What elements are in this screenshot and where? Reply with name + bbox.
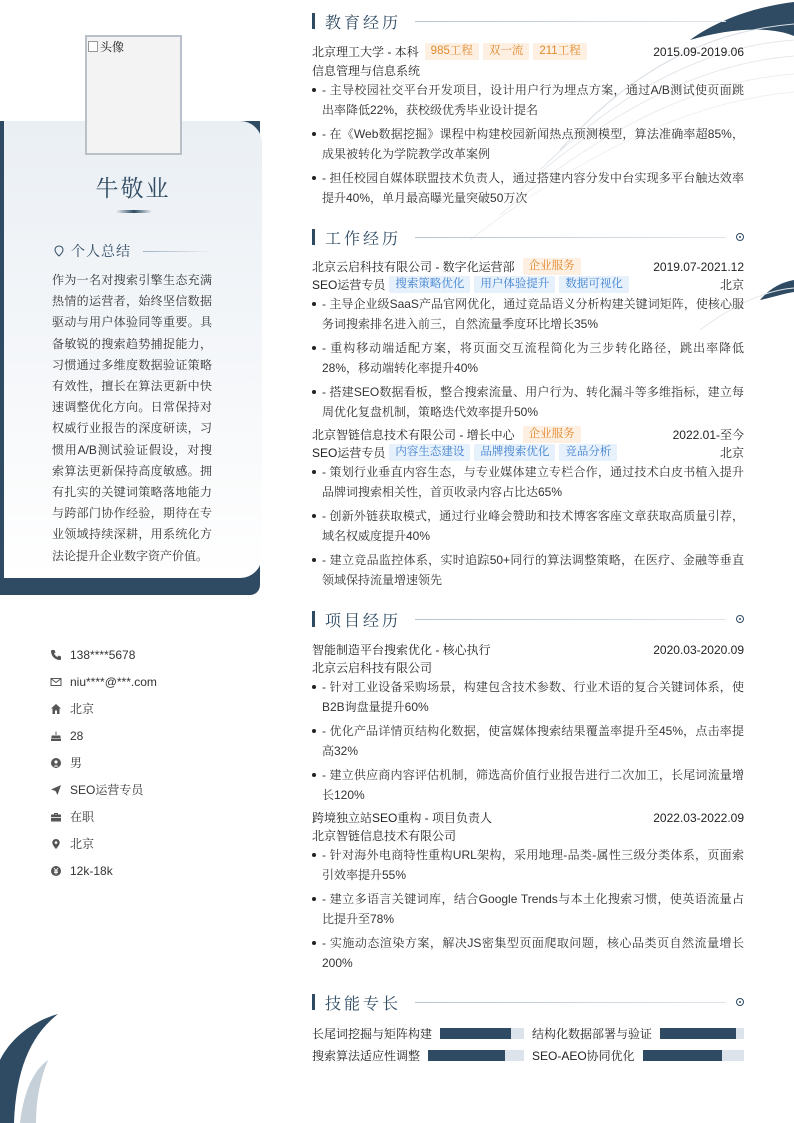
contact-gender: [50, 749, 250, 776]
position-tag: 内容生态建设: [389, 444, 470, 461]
position-tag: 搜索策略优化: [389, 276, 470, 293]
list-item: - 在《Web数据挖掘》课程中构建校园新闻热点预测模型，算法准确率超85%，成果被转化为学院教学改革案例: [312, 124, 744, 164]
cake-icon: [50, 730, 62, 742]
heading-bar: [312, 611, 315, 627]
skill-list: [312, 1022, 744, 1066]
education-bullets: [312, 80, 744, 212]
phone-icon: [50, 649, 62, 661]
list-item: - 主导企业级SaaS产品官网优化，通过竞品语义分析构建关键词矩阵，使核心服务词搜索排名进入前三，自然流量季度环比增长35%: [312, 294, 744, 334]
project-name-row: [312, 809, 744, 826]
project-bullets: [312, 845, 744, 977]
briefcase-icon: [50, 811, 62, 823]
contact-hometown: [50, 695, 250, 722]
project-date: 2022.03-2022.09: [653, 810, 744, 825]
age-text: 28: [70, 728, 84, 743]
city-text: 北京: [70, 837, 95, 851]
contact-status: [50, 803, 250, 830]
heading-bar: [312, 994, 315, 1010]
company-tag: 企业服务: [523, 426, 581, 443]
home-icon: [50, 703, 62, 715]
list-item: - 担任校园自媒体联盟技术负责人，通过搭建内容分发中台实现多平台触达效率提升40%，单月最高曝光量突破50万次: [312, 168, 744, 208]
heading-dot-icon: [736, 17, 744, 25]
school-tag: 211工程: [533, 43, 586, 60]
list-item: - 重构移动端适配方案，将页面交互流程简化为三步转化路径，跳出率降低28%，移动端转化率提升40%: [312, 338, 744, 378]
money-icon: [50, 865, 62, 877]
skill-item: [312, 1047, 524, 1064]
position-tag: 竞品分析: [559, 444, 617, 461]
status-text: 在职: [70, 810, 95, 824]
heading-line: [415, 1002, 726, 1003]
project-name-row: [312, 641, 744, 658]
education-date: 2015.09-2019.06: [653, 44, 744, 59]
job-date: 2022.01-至今: [672, 428, 744, 442]
position-tag: 数据可视化: [559, 276, 629, 293]
school-tag: 双一流: [483, 43, 530, 60]
work-title: 工作经历: [325, 230, 402, 248]
gender-icon: [50, 757, 62, 769]
heading-dot-icon: [736, 998, 744, 1006]
skill-bar-fill: [660, 1028, 736, 1039]
project-company: 北京云启科技有限公司: [312, 661, 433, 675]
skill-name: 长尾词挖掘与矩阵构建: [312, 1026, 433, 1041]
list-item: - 建立竞品监控体系，实时追踪50+同行的算法调整策略，在医疗、金融等垂直领域保持流量增速领先: [312, 550, 744, 590]
skill-name: SEO-AEO协同优化: [532, 1048, 635, 1063]
location-pin-icon: [53, 245, 65, 257]
job-position: SEO运营专员: [312, 446, 386, 460]
email-icon: [50, 676, 62, 688]
job-position-row: [312, 276, 744, 293]
gender-text: 男: [70, 756, 83, 770]
contact-city: [50, 830, 250, 857]
job-city: 北京: [719, 446, 744, 460]
skill-bar: [440, 1028, 524, 1039]
contact-phone: [50, 641, 250, 668]
skill-bar: [643, 1050, 744, 1061]
avatar-alt-text: 头像: [100, 40, 125, 54]
avatar: [85, 35, 182, 155]
candidate-name: 牛敬业: [95, 175, 171, 201]
skill-bar: [660, 1028, 744, 1039]
send-icon: [50, 784, 62, 796]
projects-heading: [312, 608, 744, 630]
heading-line: [415, 21, 726, 22]
skill-bar-fill: [440, 1028, 511, 1039]
list-item: - 建立多语言关键词库，结合Google Trends与本土化搜索习惯，使英语流量占比提升至78%: [312, 889, 744, 929]
skill-item: [532, 1047, 744, 1064]
list-item: - 策划行业垂直内容生态，与专业媒体建立专栏合作，通过技术白皮书植入提升品牌词搜索相关性，首页收录内容占比达65%: [312, 462, 744, 502]
list-item: - 针对海外电商特性重构URL架构，采用地理-品类-属性三级分类体系，页面索引效率提升55%: [312, 845, 744, 885]
education-major-row: [312, 62, 744, 79]
job-company-row: [312, 426, 744, 443]
name-underline: [116, 210, 152, 213]
email-text: niu****@***.com: [70, 674, 157, 689]
skill-name: 结构化数据部署与验证: [532, 1026, 653, 1041]
skills-heading: [312, 991, 744, 1013]
heading-bar: [312, 13, 315, 29]
heading-line: [415, 619, 726, 620]
school-name: 北京理工大学 - 本科: [312, 45, 419, 59]
skill-item: [532, 1025, 744, 1042]
job-bullets: [312, 294, 744, 426]
skills-title: 技能专长: [325, 995, 402, 1013]
job-bullets: [312, 462, 744, 594]
project-company-row: [312, 659, 744, 676]
location-icon: [50, 838, 62, 850]
work-heading: [312, 226, 744, 248]
education-heading: [312, 10, 744, 32]
list-item: - 实施动态渲染方案，解决JS密集型页面爬取问题，核心品类页自然流量增长200%: [312, 933, 744, 973]
list-item: - 搭建SEO数据看板，整合搜索流量、用户行为、转化漏斗等多维指标，建立每周优化复盘机制，策略迭代效率提升50%: [312, 382, 744, 422]
summary-title-line: [143, 251, 213, 252]
education-school-row: [312, 43, 744, 60]
heading-line: [415, 237, 726, 238]
list-item: - 主导校园社交平台开发项目，设计用户行为埋点方案，通过A/B测试使页面跳出率降低22%，获校级优秀毕业设计提名: [312, 80, 744, 120]
school-tag: 985工程: [425, 43, 479, 60]
project-name: 智能制造平台搜索优化 - 核心执行: [312, 643, 491, 657]
job-position: SEO运营专员: [312, 278, 386, 292]
position-tag: 用户体验提升: [474, 276, 555, 293]
broken-image-icon: [88, 41, 98, 52]
skill-bar: [428, 1050, 524, 1061]
company-tag: 企业服务: [523, 258, 581, 275]
summary-text: 作为一名对搜索引擎生态充满热情的运营者，始终坚信数据驱动与用户体验同等重要。具备敏锐的搜索趋势捕捉能力，习惯通过多维度数据验证策略有效性，擅长在算法更新中快速调整优化方向。日常保持对权威行业报告的深度研读，习惯用A/B测试验证假设，对搜索算法更新保持高度敏感。拥有扎实的关键词策略落地能力与跨部门协作经验，期待在专业领域持续深耕，用系统化方法论提升企业数字资产价值。: [52, 273, 212, 563]
contact-position: [50, 776, 250, 803]
project-date: 2020.03-2020.09: [653, 642, 744, 657]
contact-salary: [50, 857, 250, 884]
list-item: - 建立供应商内容评估机制，筛选高价值行业报告进行二次加工，长尾词流量增长120%: [312, 765, 744, 805]
position-text: SEO运营专员: [70, 783, 144, 797]
skill-name: 搜索算法适应性调整: [312, 1048, 421, 1063]
project-name: 跨境独立站SEO重构 - 项目负责人: [312, 811, 493, 825]
job-date: 2019.07-2021.12: [653, 259, 744, 274]
phone-text: 138****5678: [70, 647, 136, 662]
position-tag: 品牌搜索优化: [474, 444, 555, 461]
contact-age: [50, 722, 250, 749]
skill-bar-fill: [428, 1050, 505, 1061]
summary-title: 个人总结: [71, 243, 131, 259]
job-position-row: [312, 444, 744, 461]
project-company: 北京智链信息技术有限公司: [312, 829, 457, 843]
salary-text: 12k-18k: [70, 863, 113, 878]
company-name: 北京云启科技有限公司 - 数字化运营部: [312, 260, 515, 274]
job-city: 北京: [719, 278, 744, 292]
project-company-row: [312, 827, 744, 844]
skill-bar-fill: [643, 1050, 722, 1061]
list-item: - 优化产品详情页结构化数据，使富媒体搜索结果覆盖率提升至45%，点击率提高32%: [312, 721, 744, 761]
project-bullets: [312, 677, 744, 809]
projects-title: 项目经历: [325, 612, 402, 630]
job-company-row: [312, 258, 744, 275]
heading-dot-icon: [736, 615, 744, 623]
company-name: 北京智链信息技术有限公司 - 增长中心: [312, 428, 515, 442]
list-item: - 创新外链获取模式，通过行业峰会赞助和技术博客客座文章获取高质量引荐，域名权威度提升40%: [312, 506, 744, 546]
education-title: 教育经历: [325, 14, 402, 32]
skill-item: [312, 1025, 524, 1042]
contact-list: [50, 641, 250, 884]
list-item: - 针对工业设备采购场景，构建包含技术参数、行业术语的复合关键词体系，使B2B询盘量提升60%: [312, 677, 744, 717]
contact-email: [50, 668, 250, 695]
hometown-text: 北京: [70, 702, 95, 716]
major-name: 信息管理与信息系统: [312, 64, 421, 78]
heading-dot-icon: [736, 233, 744, 241]
summary-heading: [53, 241, 213, 261]
sidebar: [0, 0, 262, 1123]
heading-bar: [312, 229, 315, 245]
